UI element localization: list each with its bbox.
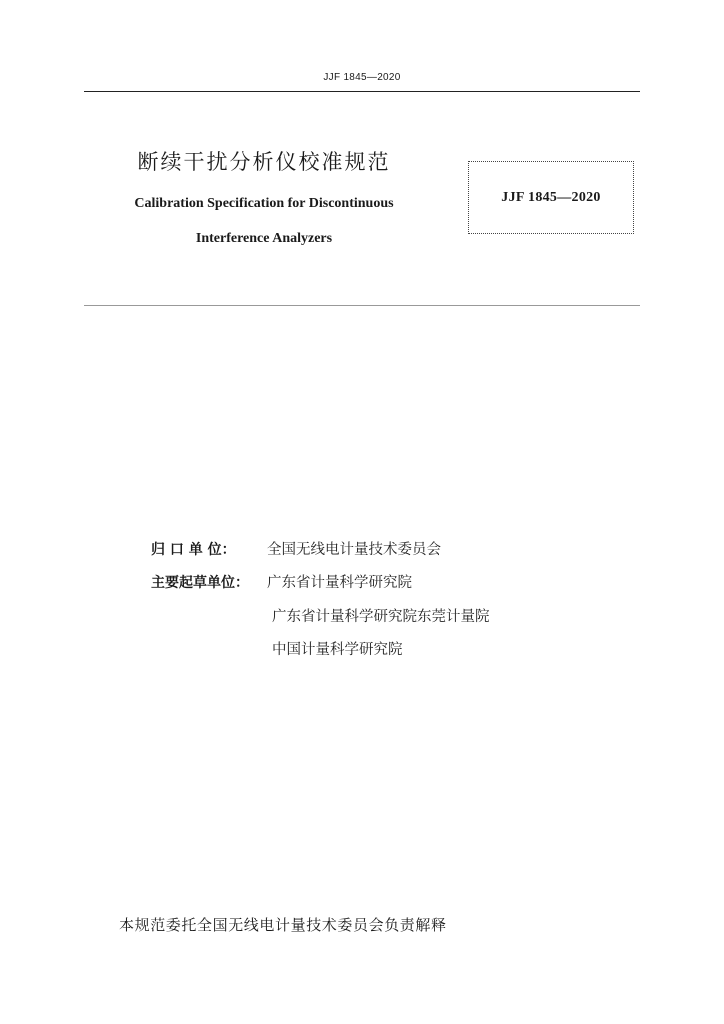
drafting-unit-value-2: 广东省计量科学研究院东莞计量院 [272,609,490,625]
standard-code-box-text: JJF 1845—2020 [501,189,601,205]
header-rule [84,91,640,92]
title-english-line-1: Calibration Specification for Discontinuous [134,196,394,211]
interpretation-note: 本规范委托全国无线电计量技术委员会负责解释 [119,916,447,934]
responsible-unit-label: 归 口 单 位： [151,542,236,558]
drafting-unit-label: 主要起草单位： [151,575,249,591]
title-english-line-2: Interference Analyzers [195,231,333,246]
responsible-unit-value: 全国无线电计量技术委员会 [267,542,441,558]
drafting-unit-value-1: 广东省计量科学研究院 [267,575,412,591]
section-rule [84,305,640,306]
title-chinese: 断续干扰分析仪校准规范 [137,150,391,174]
header-standard-code: JJF 1845—2020 [323,72,401,83]
standard-code-box [468,161,634,234]
responsible-unit-row [151,538,441,560]
drafting-unit-row [151,571,412,593]
drafting-unit-value-3: 中国计量科学研究院 [272,642,403,658]
